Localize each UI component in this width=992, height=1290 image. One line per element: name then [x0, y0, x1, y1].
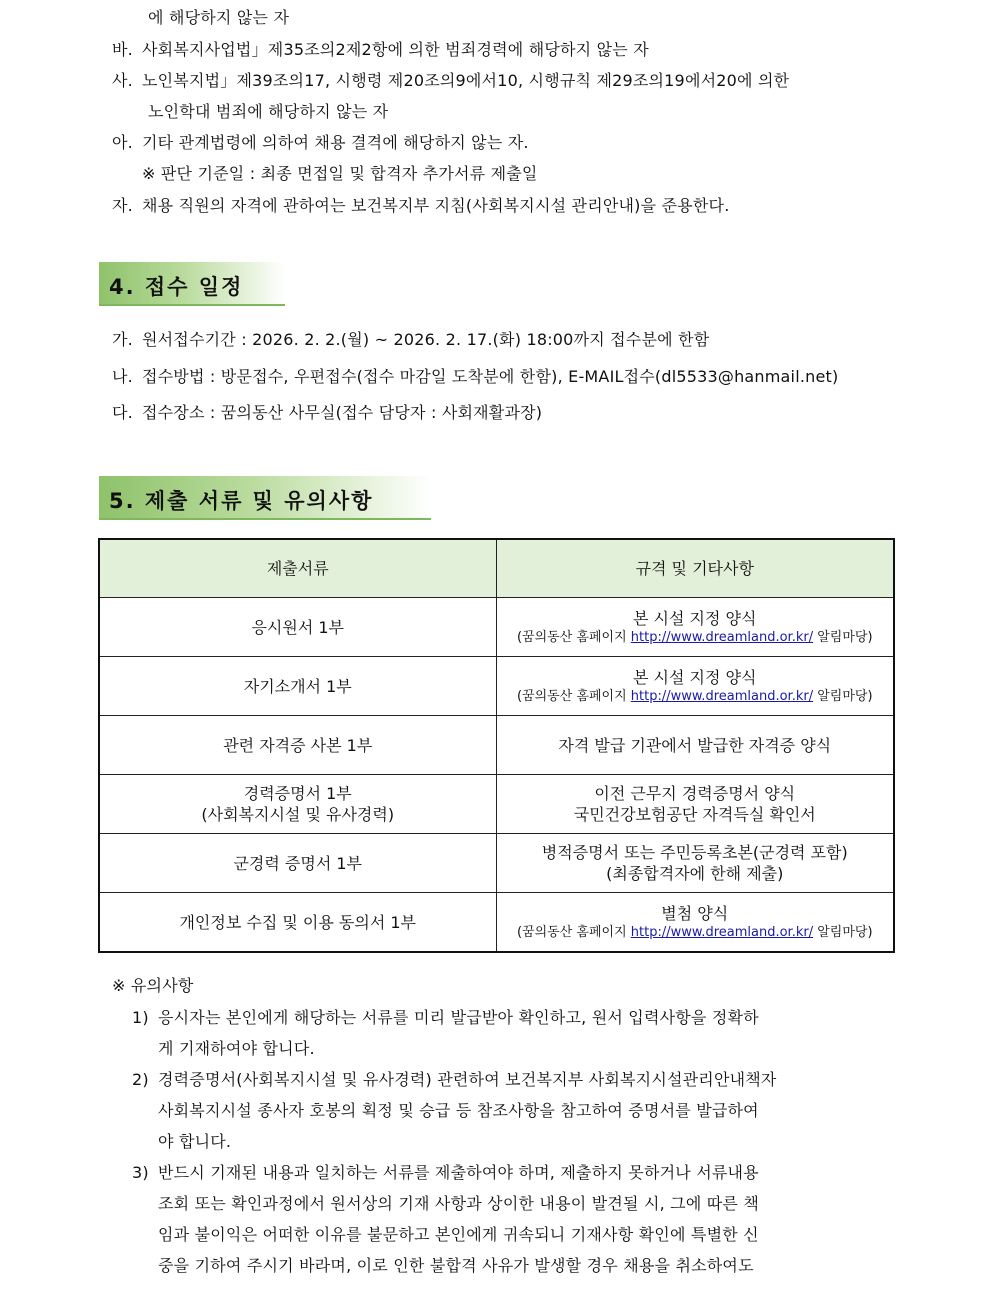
sub-suffix: 알림마당) — [813, 925, 873, 940]
notes-title: ※ 유의사항 — [112, 976, 194, 995]
table-header-row — [99, 539, 894, 598]
sub-suffix: 알림마당) — [813, 630, 873, 645]
doc-cell: 개인정보 수집 및 이용 동의서 1부 — [99, 893, 496, 953]
spec-subtext — [501, 629, 890, 646]
doc-text: 경력증명서 1부 — [243, 784, 352, 803]
note-text: 경력증명서(사회복지시설 및 유사경력) 관련하여 보건복지부 사회복지시설관리안내책자 — [158, 1070, 777, 1089]
spec-text: 본 시설 지정 양식 — [633, 668, 757, 687]
schedule-item-place — [112, 403, 542, 423]
item-marker: 바. — [112, 40, 133, 59]
table-row — [99, 893, 894, 953]
spec-text: 이전 근무지 경력증명서 양식 — [594, 784, 796, 803]
doc-text-2: (사회복지시설 및 유사경력) — [201, 805, 395, 824]
note-1 — [132, 1008, 759, 1028]
spec-cell — [496, 657, 894, 716]
eligibility-item-sa-cont: 노인학대 범죄에 해당하지 않는 자 — [148, 102, 389, 121]
header-specs: 규격 및 기타사항 — [496, 539, 894, 598]
homepage-link[interactable]: http://www.dreamland.or.kr/ — [630, 630, 814, 645]
note-2-cont-2: 야 합니다. — [158, 1132, 232, 1151]
item-text: 접수방법 : 방문접수, 우편접수(접수 마감일 도착분에 한함), E-MAIL접수(dl5533@hanmail.net) — [142, 367, 839, 386]
item-text: 사회복지사업법」제35조의2제2항에 의한 범죄경력에 해당하지 않는 자 — [142, 40, 649, 59]
note-2 — [132, 1070, 777, 1090]
note-3-cont-3: 중을 기하여 주시기 바라며, 이로 인한 불합격 사유가 발생할 경우 채용을 취소하여도 — [158, 1256, 754, 1275]
item-marker: 나. — [112, 367, 133, 386]
note-3-cont-2: 임과 불이익은 어떠한 이유를 불문하고 본인에게 귀속되니 기재사항 확인에 특별한 신 — [158, 1225, 759, 1244]
doc-cell: 관련 자격증 사본 1부 — [99, 716, 496, 775]
note-text: 반드시 기재된 내용과 일치하는 서류를 제출하여야 하며, 제출하지 못하거나 서류내용 — [158, 1163, 759, 1182]
spec-cell: 자격 발급 기관에서 발급한 자격증 양식 — [496, 716, 894, 775]
item-marker: 가. — [112, 330, 133, 349]
eligibility-item-a — [112, 133, 529, 153]
doc-cell: 응시원서 1부 — [99, 598, 496, 657]
spec-text: 별첨 양식 — [661, 904, 729, 923]
section-5-title: 5. 제출 서류 및 유의사항 — [109, 489, 374, 513]
sub-prefix: (꿈의동산 홈페이지 — [516, 925, 631, 940]
note-2-cont-1: 사회복지시설 종사자 호봉의 획정 및 승급 등 참조사항을 참고하여 증명서를 발급하여 — [158, 1101, 759, 1120]
table-row — [99, 834, 894, 893]
item-text: 접수장소 : 꿈의동산 사무실(접수 담당자 : 사회재활과장) — [142, 403, 543, 422]
spec-cell — [496, 834, 894, 893]
spec-text: 병적증명서 또는 주민등록초본(군경력 포함) — [541, 843, 848, 862]
schedule-item-period — [112, 330, 709, 350]
note-text: 응시자는 본인에게 해당하는 서류를 미리 발급받아 확인하고, 원서 입력사항을 정확하 — [158, 1008, 759, 1027]
item-marker: 사. — [112, 71, 133, 90]
spec-subtext — [501, 688, 890, 705]
item-text: 채용 직원의 자격에 관하여는 보건복지부 지침(사회복지시설 관리안내)을 준용한다. — [142, 196, 730, 215]
table-row — [99, 657, 894, 716]
spec-cell — [496, 893, 894, 953]
item-marker: 다. — [112, 403, 133, 422]
eligibility-item-sa — [112, 71, 789, 91]
spec-subtext — [501, 924, 890, 941]
sub-suffix: 알림마당) — [813, 689, 873, 704]
sub-prefix: (꿈의동산 홈페이지 — [516, 630, 631, 645]
doc-cell: 자기소개서 1부 — [99, 657, 496, 716]
judgment-date-note: ※ 판단 기준일 : 최종 면접일 및 합격자 추가서류 제출일 — [142, 164, 538, 183]
note-3 — [132, 1163, 759, 1183]
spec-text-2: 국민건강보험공단 자격득실 확인서 — [573, 805, 816, 824]
section-4-heading — [99, 262, 285, 306]
note-1-cont: 게 기재하여야 합니다. — [158, 1039, 315, 1058]
item-text: 노인복지법」제39조의17, 시행령 제20조의9에서10, 시행규칙 제29조의19에서20에 의한 — [142, 71, 790, 90]
item-marker: 아. — [112, 133, 133, 152]
doc-cell — [99, 775, 496, 834]
sub-prefix: (꿈의동산 홈페이지 — [516, 689, 631, 704]
item-text: 기타 관계법령에 의하여 채용 결격에 해당하지 않는 자. — [142, 133, 529, 152]
eligibility-item-ja — [112, 196, 729, 216]
eligibility-item-ba — [112, 40, 649, 60]
header-documents: 제출서류 — [99, 539, 496, 598]
documents-table — [98, 538, 895, 953]
table-row — [99, 598, 894, 657]
spec-text-2: (최종합격자에 한해 제출) — [606, 864, 784, 883]
note-marker: 2) — [132, 1070, 149, 1089]
eligibility-continuation: 에 해당하지 않는 자 — [148, 8, 290, 27]
note-marker: 1) — [132, 1008, 149, 1027]
table-row — [99, 716, 894, 775]
item-text: 원서접수기간 : 2026. 2. 2.(월) ~ 2026. 2. 17.(화) 18:00까지 접수분에 한함 — [142, 330, 710, 349]
note-3-cont-1: 조회 또는 확인과정에서 원서상의 기재 사항과 상이한 내용이 발견될 시, 그에 따른 책 — [158, 1194, 760, 1213]
note-marker: 3) — [132, 1163, 149, 1182]
homepage-link[interactable]: http://www.dreamland.or.kr/ — [630, 689, 814, 704]
schedule-item-method — [112, 367, 838, 387]
section-4-title: 4. 접수 일정 — [109, 275, 244, 299]
item-marker: 자. — [112, 196, 133, 215]
table-row — [99, 775, 894, 834]
homepage-link[interactable]: http://www.dreamland.or.kr/ — [630, 925, 814, 940]
spec-cell — [496, 775, 894, 834]
section-5-heading — [99, 476, 431, 520]
doc-cell: 군경력 증명서 1부 — [99, 834, 496, 893]
spec-cell — [496, 598, 894, 657]
spec-text: 본 시설 지정 양식 — [633, 609, 757, 628]
